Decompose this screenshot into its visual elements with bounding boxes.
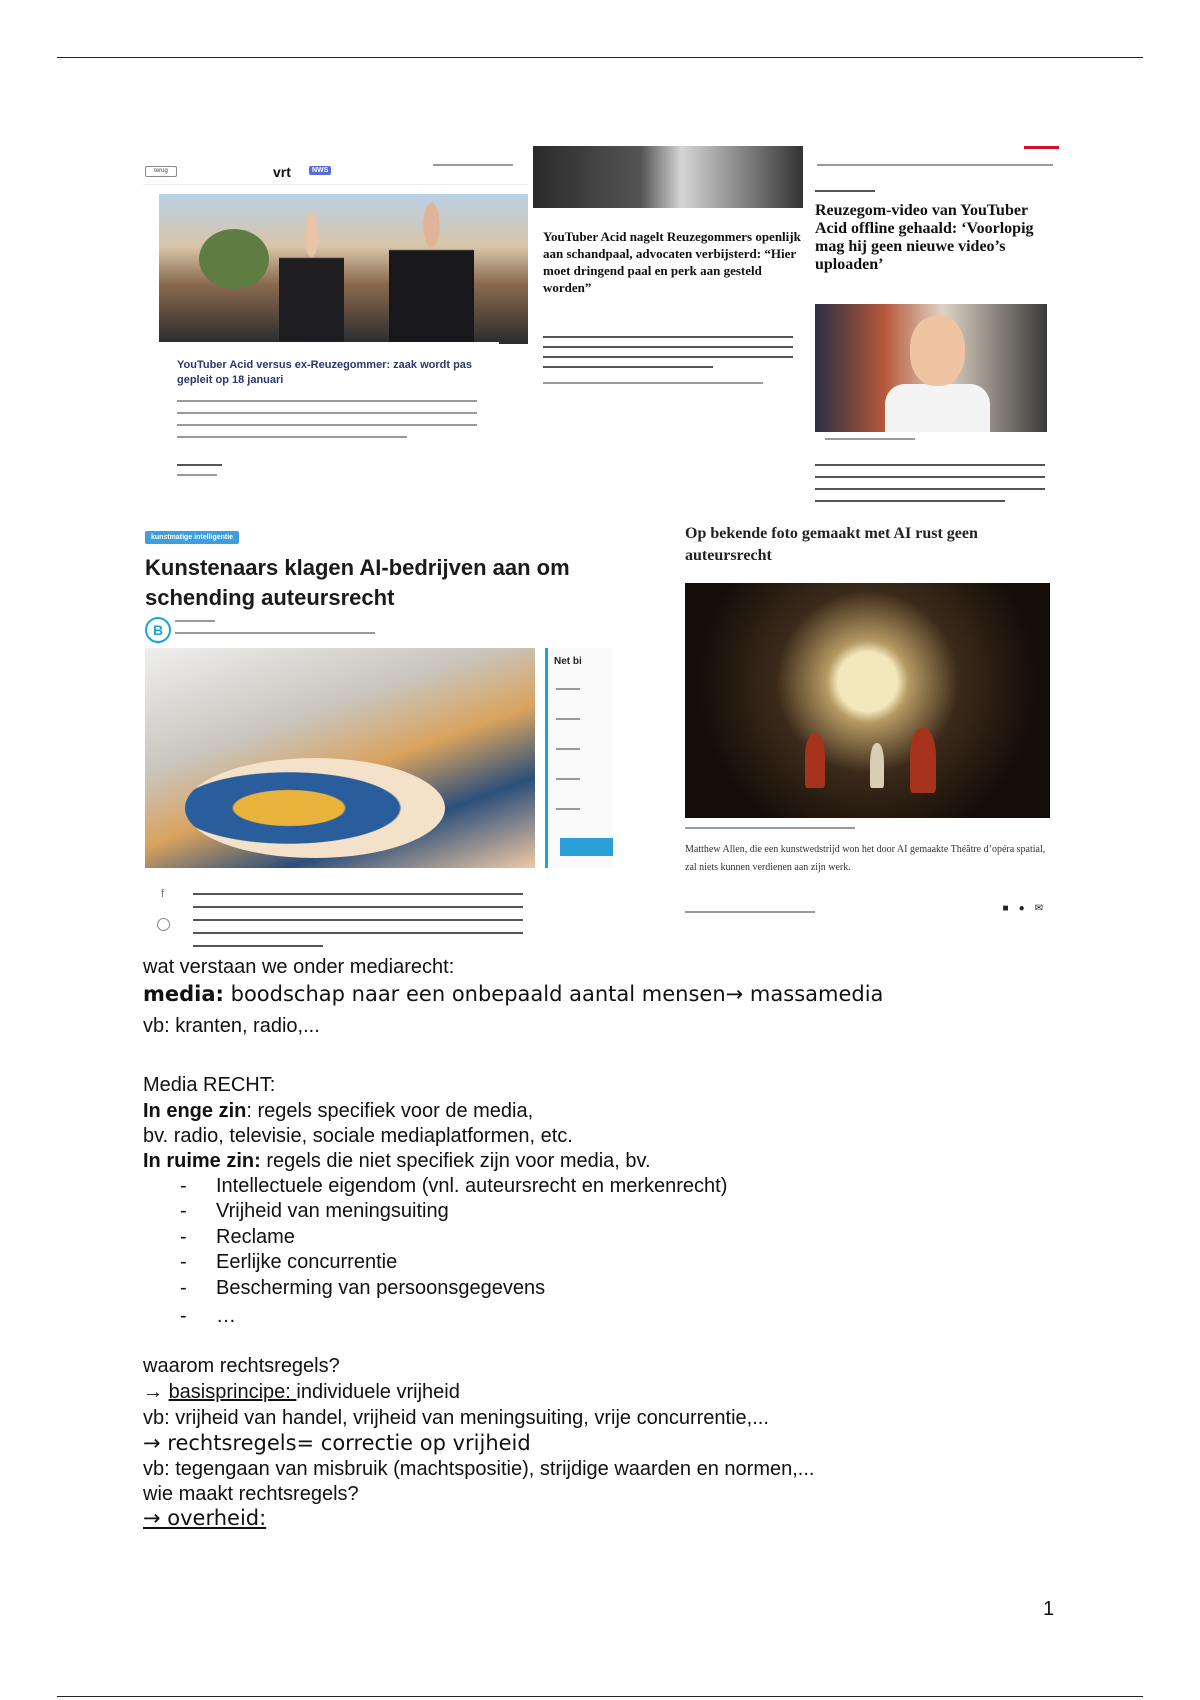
vrt-headline: YouTuber Acid versus ex-Reuzegommer: zaak wordt pas gepleit op 18 januari bbox=[177, 359, 473, 386]
media-definition bbox=[143, 982, 883, 1006]
twitter-icon: ● bbox=[1018, 903, 1035, 914]
bottom-rule bbox=[57, 1696, 1143, 1697]
vrt-header-bar bbox=[143, 146, 528, 185]
page-number: 1 bbox=[1043, 1598, 1055, 1620]
ai-foto-article-card bbox=[683, 521, 1059, 961]
overheid-line: → overheid: bbox=[143, 1506, 267, 1530]
enge-label: In enge zin bbox=[143, 1100, 247, 1122]
facebook-icon: ■ bbox=[1002, 903, 1019, 914]
vrt-article-card bbox=[143, 146, 528, 521]
share-icons bbox=[1003, 903, 1053, 914]
sidebar-button bbox=[560, 838, 613, 856]
waarom-question: waarom rechtsregels? bbox=[143, 1355, 340, 1377]
ai-foto-caption: Matthew Allen, die een kunstwedstrijd won het door AI gemaakte Théâtre d’opéra spatial, zal niets kunnen verdienen aan zijn werk. bbox=[685, 844, 1046, 873]
basis-def: individuele vrijheid bbox=[296, 1381, 460, 1403]
ruime-def: regels die niet specifiek zijn voor media, bv. bbox=[260, 1150, 651, 1172]
mediarecht-title: Media RECHT: bbox=[143, 1074, 276, 1096]
reuzegom-video-headline: Reuzegom-video van YouTuber Acid offline gehaald: ‘Voorlopig mag hij geen nieuwe video’s uploaden’ bbox=[815, 202, 1034, 273]
sidebar-title: Net bi bbox=[554, 656, 582, 667]
ruime-label: In ruime zin: bbox=[143, 1150, 261, 1172]
correctie-line: → rechtsregels= correctie op vrijheid bbox=[143, 1431, 531, 1455]
media-def: boodschap naar een onbepaald aantal mensen→ massamedia bbox=[223, 982, 884, 1006]
acid-nagelt-headline: YouTuber Acid nagelt Reuzegommers openlijk aan schandpaal, advocaten verbijsterd: “Hier moet dringend paal en perk aan gesteld worden” bbox=[543, 229, 801, 295]
brand-bar bbox=[1024, 146, 1059, 149]
news-collage bbox=[143, 146, 1059, 961]
enge-zin bbox=[143, 1099, 533, 1123]
latest-news-sidebar bbox=[545, 648, 613, 868]
vrijheid-example: vb: vrijheid van handel, vrijheid van meningsuiting, vrije concurrentie,... bbox=[143, 1407, 769, 1429]
back-button: terug bbox=[145, 166, 177, 177]
vrt-article-photo bbox=[159, 194, 528, 344]
acid-nagelt-article-card bbox=[533, 146, 803, 396]
kunstenaars-article-card bbox=[143, 521, 613, 961]
basisprincipe bbox=[143, 1380, 460, 1404]
arrow: → bbox=[143, 1381, 169, 1403]
ruime-zin bbox=[143, 1149, 651, 1173]
facebook-icon: f bbox=[161, 888, 165, 900]
top-rule bbox=[57, 57, 1143, 58]
misbruik-example: vb: tegengaan van misbruik (machtspositie), strijdige waarden en normen,... bbox=[143, 1458, 815, 1480]
ai-foto-headline: Op bekende foto gemaakt met AI rust geen auteursrecht bbox=[685, 525, 978, 564]
artist-painting-photo bbox=[145, 648, 535, 868]
category-tag: kunstmatige intelligentie bbox=[145, 531, 239, 544]
enge-def: : regels specifiek voor de media, bbox=[246, 1100, 534, 1122]
nws-badge: NWS bbox=[309, 166, 331, 175]
wie-question: wie maakt rechtsregels? bbox=[143, 1483, 359, 1505]
acid-nagelt-photo bbox=[533, 146, 803, 208]
vrt-article-box bbox=[159, 342, 499, 512]
theatre-opera-spatial-image bbox=[685, 583, 1050, 818]
reuzegom-video-article-card bbox=[813, 146, 1059, 516]
bruzz-logo: B bbox=[145, 617, 171, 643]
kunstenaars-headline: Kunstenaars klagen AI-bedrijven aan om schending auteursrecht bbox=[145, 555, 570, 610]
media-label: media: bbox=[143, 982, 224, 1006]
vrt-logo: vrt bbox=[273, 164, 291, 180]
basis-label: basisprincipe: bbox=[168, 1381, 297, 1403]
media-example: vb: kranten, radio,... bbox=[143, 1015, 320, 1037]
mail-icon: ✉ bbox=[1034, 903, 1053, 914]
whatsapp-icon bbox=[157, 918, 170, 931]
intro-line: wat verstaan we onder mediarecht: bbox=[143, 956, 455, 978]
acid-photo bbox=[815, 304, 1047, 432]
enge-example: bv. radio, televisie, sociale mediaplatformen, etc. bbox=[143, 1125, 573, 1147]
